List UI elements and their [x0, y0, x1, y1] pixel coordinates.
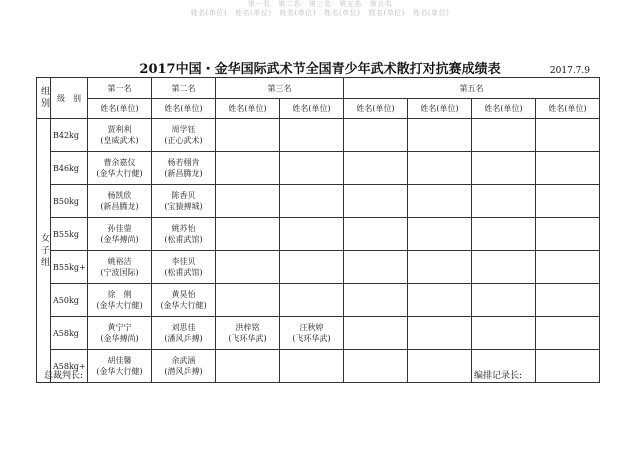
athlete-unit: (松甫武馆) [164, 268, 203, 277]
result-cell-second [152, 152, 216, 185]
empty-cell [472, 185, 536, 218]
result-cell-fourth [280, 218, 344, 251]
result-cell-first [88, 119, 152, 152]
athlete-unit: (宝猿搏城) [164, 202, 203, 211]
name-unit-header: 姓名(单位) [216, 99, 280, 119]
result-cell-first [88, 218, 152, 251]
ghost-text: 第三名 [308, 0, 332, 8]
empty-cell [344, 284, 408, 317]
empty-cell [344, 218, 408, 251]
empty-cell [344, 251, 408, 284]
weight-class: B55kg+ [51, 251, 88, 284]
table-row [37, 251, 600, 284]
athlete-name: 姚裕洁 [107, 257, 132, 266]
result-cell-fourth [280, 152, 344, 185]
ghost-text: 姓名(单位) [235, 9, 272, 17]
ghost-line [0, 9, 640, 18]
athlete-name: 刘思佳 [171, 323, 196, 332]
empty-cell [472, 284, 536, 317]
athlete-name: 李佳贝 [171, 257, 196, 266]
empty-cell [536, 317, 600, 350]
athlete-name: 黄宁宁 [107, 323, 132, 332]
place-header-1: 第一名 [88, 78, 152, 99]
athlete-unit: (正心武术) [164, 136, 203, 145]
table-row [37, 152, 600, 185]
result-cell-third [216, 218, 280, 251]
athlete-unit: (金华搏尚) [100, 235, 139, 244]
result-cell-first [88, 152, 152, 185]
empty-cell [536, 350, 600, 383]
result-cell-third [216, 251, 280, 284]
athlete-unit: (金华大行健) [160, 301, 207, 310]
empty-cell [536, 284, 600, 317]
result-cell-fourth [280, 284, 344, 317]
name-unit-header: 姓名(单位) [88, 99, 152, 119]
empty-cell [408, 350, 472, 383]
result-cell-second [152, 251, 216, 284]
athlete-unit: (新昌腾龙) [164, 169, 203, 178]
result-cell-second [152, 119, 216, 152]
weight-class: B46kg [51, 152, 88, 185]
ghost-text: 第五名 [339, 0, 362, 8]
results-table [36, 77, 600, 383]
recorder-label: 编排记录长: [474, 371, 523, 381]
group-name: 女子组 [37, 119, 51, 383]
date-label: 2017.7.9 [549, 66, 590, 76]
empty-cell [344, 350, 408, 383]
empty-cell [344, 317, 408, 350]
empty-cell [408, 218, 472, 251]
name-unit-header: 姓名(单位) [344, 99, 408, 119]
athlete-name: 杨凯欣 [107, 191, 132, 200]
result-cell-second [152, 284, 216, 317]
athlete-unit: (飞环华武) [292, 334, 331, 343]
athlete-name: 陈香贝 [171, 191, 196, 200]
ghost-text: 第五名 [369, 0, 393, 8]
empty-cell [408, 251, 472, 284]
name-unit-header: 姓名(单位) [536, 99, 600, 119]
athlete-unit: (飞环华武) [228, 334, 267, 343]
table-row [37, 284, 600, 317]
athlete-name: 徐 俐 [107, 290, 132, 299]
weight-class: A50kg [51, 284, 88, 317]
empty-cell [408, 185, 472, 218]
name-unit-header: 姓名(单位) [152, 99, 216, 119]
result-cell-fourth [280, 119, 344, 152]
empty-cell [472, 119, 536, 152]
ghost-text: 第一名 [247, 0, 271, 8]
athlete-name: 胡佳馨 [107, 356, 132, 365]
athlete-name: 黄昊怡 [171, 290, 196, 299]
table-row [37, 317, 600, 350]
empty-cell [536, 119, 600, 152]
empty-cell [408, 119, 472, 152]
result-cell-third [216, 185, 280, 218]
place-header-5: 第五名 [344, 78, 600, 99]
table-row [37, 218, 600, 251]
empty-cell [536, 152, 600, 185]
result-cell-first [88, 284, 152, 317]
weight-class: A58kg+ [51, 350, 88, 383]
ghost-line [0, 0, 640, 9]
bleed-through-text [0, 0, 640, 18]
athlete-name: 余武涵 [171, 356, 196, 365]
athlete-name: 周学钰 [171, 125, 196, 134]
place-header-2: 第二名 [152, 78, 216, 99]
athlete-name: 杨若栩肯 [167, 158, 200, 167]
empty-cell [344, 119, 408, 152]
empty-cell [344, 185, 408, 218]
athlete-name: 孙佳蓥 [107, 224, 132, 233]
athlete-unit: (潘风乒搏) [164, 334, 203, 343]
empty-cell [472, 218, 536, 251]
athlete-unit: (金华大行健) [96, 169, 143, 178]
page-title: 2017中国・金华国际武术节全国青少年武术散打对抗赛成绩表 [139, 62, 501, 77]
result-cell-third [216, 284, 280, 317]
result-cell-fourth [280, 350, 344, 383]
athlete-unit: (新昌腾龙) [100, 202, 139, 211]
athlete-unit: (宁波国际) [100, 268, 139, 277]
empty-cell [408, 317, 472, 350]
athlete-unit: (皇威武术) [100, 136, 139, 145]
empty-cell [472, 251, 536, 284]
athlete-name: 贾利利 [107, 125, 132, 134]
name-unit-header: 姓名(单位) [280, 99, 344, 119]
name-unit-header: 姓名(单位) [408, 99, 472, 119]
athlete-unit: (金华大行健) [96, 301, 143, 310]
weight-header: 级 别 [51, 78, 88, 119]
athlete-unit: (金华搏尚) [100, 334, 139, 343]
result-cell-fourth [280, 251, 344, 284]
result-cell-third [216, 119, 280, 152]
athlete-unit: (金华大行健) [96, 367, 143, 376]
group-header: 组别 [37, 78, 51, 119]
result-cell-first [88, 185, 152, 218]
result-cell-third [216, 350, 280, 383]
athlete-name: 洪梓铭 [235, 323, 260, 332]
result-cell-third [216, 317, 280, 350]
empty-cell [472, 152, 536, 185]
athlete-name: 曹余嘉仪 [103, 158, 136, 167]
name-unit-header: 姓名(单位) [472, 99, 536, 119]
ghost-text: 第二名 [278, 0, 301, 8]
result-cell-fourth [280, 185, 344, 218]
ghost-text: 姓名(单位) [279, 9, 316, 17]
result-cell-second [152, 350, 216, 383]
athlete-name: 姚苏怡 [171, 224, 196, 233]
empty-cell [408, 152, 472, 185]
empty-cell [408, 284, 472, 317]
result-cell-third [216, 152, 280, 185]
empty-cell [536, 251, 600, 284]
result-cell-first [88, 350, 152, 383]
empty-cell [344, 152, 408, 185]
result-cell-fourth [280, 317, 344, 350]
empty-cell [536, 185, 600, 218]
table-row [37, 185, 600, 218]
table-row [37, 119, 600, 152]
result-cell-second [152, 317, 216, 350]
athlete-unit: (潜风乒搏) [164, 367, 203, 376]
ghost-text: 姓名(单位) [324, 9, 361, 17]
result-cell-first [88, 317, 152, 350]
ghost-text: 姓名(单位) [412, 9, 450, 17]
chief-judge-label: 总裁判长: [44, 371, 84, 381]
empty-cell [536, 218, 600, 251]
athlete-unit: (松甫武馆) [164, 235, 203, 244]
result-cell-second [152, 218, 216, 251]
ghost-text: 姓名(单位) [190, 9, 228, 17]
result-cell-first [88, 251, 152, 284]
weight-class: B55kg [51, 218, 88, 251]
weight-class: B42kg [51, 119, 88, 152]
weight-class: A58kg [51, 317, 88, 350]
athlete-name: 汪秋婷 [299, 323, 324, 332]
ghost-text: 姓名(单位) [368, 9, 405, 17]
empty-cell [472, 317, 536, 350]
result-cell-second [152, 185, 216, 218]
weight-class: B50kg [51, 185, 88, 218]
place-header-3: 第三名 [216, 78, 344, 99]
